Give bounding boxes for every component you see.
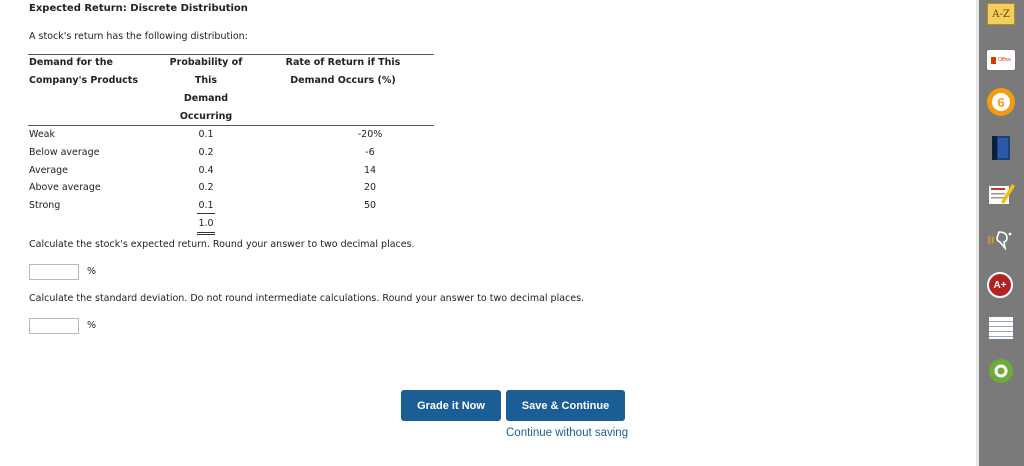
standard-deviation-unit: %	[87, 320, 97, 331]
office-logo-mark	[991, 57, 996, 64]
table-row-rate: 50	[363, 200, 377, 211]
question-expected-return: Calculate the stock's expected return. Round your answer to two decimal places.	[29, 239, 415, 250]
extension-dock	[979, 0, 1024, 466]
table-row-demand: Below average	[29, 147, 100, 158]
header-rate-line-2: Demand Occurs (%)	[290, 75, 396, 86]
grade-it-now-button[interactable]: Grade it Now	[401, 390, 501, 421]
table-row-rate: -6	[365, 147, 375, 158]
table-row-demand: Average	[29, 165, 69, 176]
probability-total: 1.0	[198, 218, 214, 229]
a-plus-icon-label: A+	[993, 279, 1007, 291]
problem-title: Expected Return: Discrete Distribution	[29, 3, 248, 14]
table-row-rate: -20%	[357, 129, 383, 140]
expected-return-unit: %	[87, 266, 97, 277]
table-row-probability: 0.2	[198, 147, 214, 158]
table-row-demand: Above average	[29, 182, 101, 193]
continue-without-saving-link[interactable]: Continue without saving	[506, 427, 629, 439]
office-icon[interactable]	[987, 50, 1015, 70]
header-demand-line-2: Company's Products	[29, 75, 138, 86]
expected-return-input[interactable]	[29, 264, 79, 280]
sum-underline	[197, 213, 215, 214]
header-probability-line-3: Demand	[183, 93, 229, 104]
green-circle-icon[interactable]	[987, 357, 1015, 385]
header-probability-line-1: Probability of	[169, 57, 243, 68]
problem-intro: A stock's return has the following distribution:	[29, 31, 248, 42]
office-icon-label: Office	[998, 57, 1011, 63]
book-icon[interactable]	[987, 134, 1015, 162]
table-row-demand: Strong	[29, 200, 61, 211]
header-probability-line-2: This	[194, 75, 218, 86]
a-plus-grader-icon[interactable]	[987, 272, 1013, 298]
table-row-probability: 0.4	[198, 165, 214, 176]
table-row-probability: 0.1	[198, 200, 214, 211]
table-row-probability: 0.2	[198, 182, 214, 193]
header-demand-line-1: Demand for the	[29, 57, 113, 68]
header-rate-line-1: Rate of Return if This	[285, 57, 401, 68]
standard-deviation-input[interactable]	[29, 318, 79, 334]
notes-pencil-icon[interactable]	[987, 180, 1015, 208]
number-six-icon[interactable]	[987, 88, 1015, 116]
header-probability-line-4: Occurring	[179, 111, 233, 122]
table-row-rate: 20	[363, 182, 377, 193]
save-and-continue-button[interactable]: Save & Continue	[506, 390, 625, 421]
dictionary-az-icon[interactable]	[987, 3, 1015, 25]
table-row-demand: Weak	[29, 129, 56, 140]
text-to-speech-icon[interactable]	[987, 226, 1015, 254]
table-row-rate: 14	[363, 165, 377, 176]
az-icon-label: A-Z	[992, 8, 1010, 20]
total-double-underline-top	[197, 232, 215, 233]
total-double-underline-bottom	[197, 234, 215, 235]
question-standard-deviation: Calculate the standard deviation. Do not round intermediate calculations. Round your answer to two decimal places.	[29, 293, 585, 304]
six-icon-label: 6	[992, 93, 1010, 111]
table-row-probability: 0.1	[198, 129, 214, 140]
notebook-icon[interactable]	[987, 314, 1015, 342]
